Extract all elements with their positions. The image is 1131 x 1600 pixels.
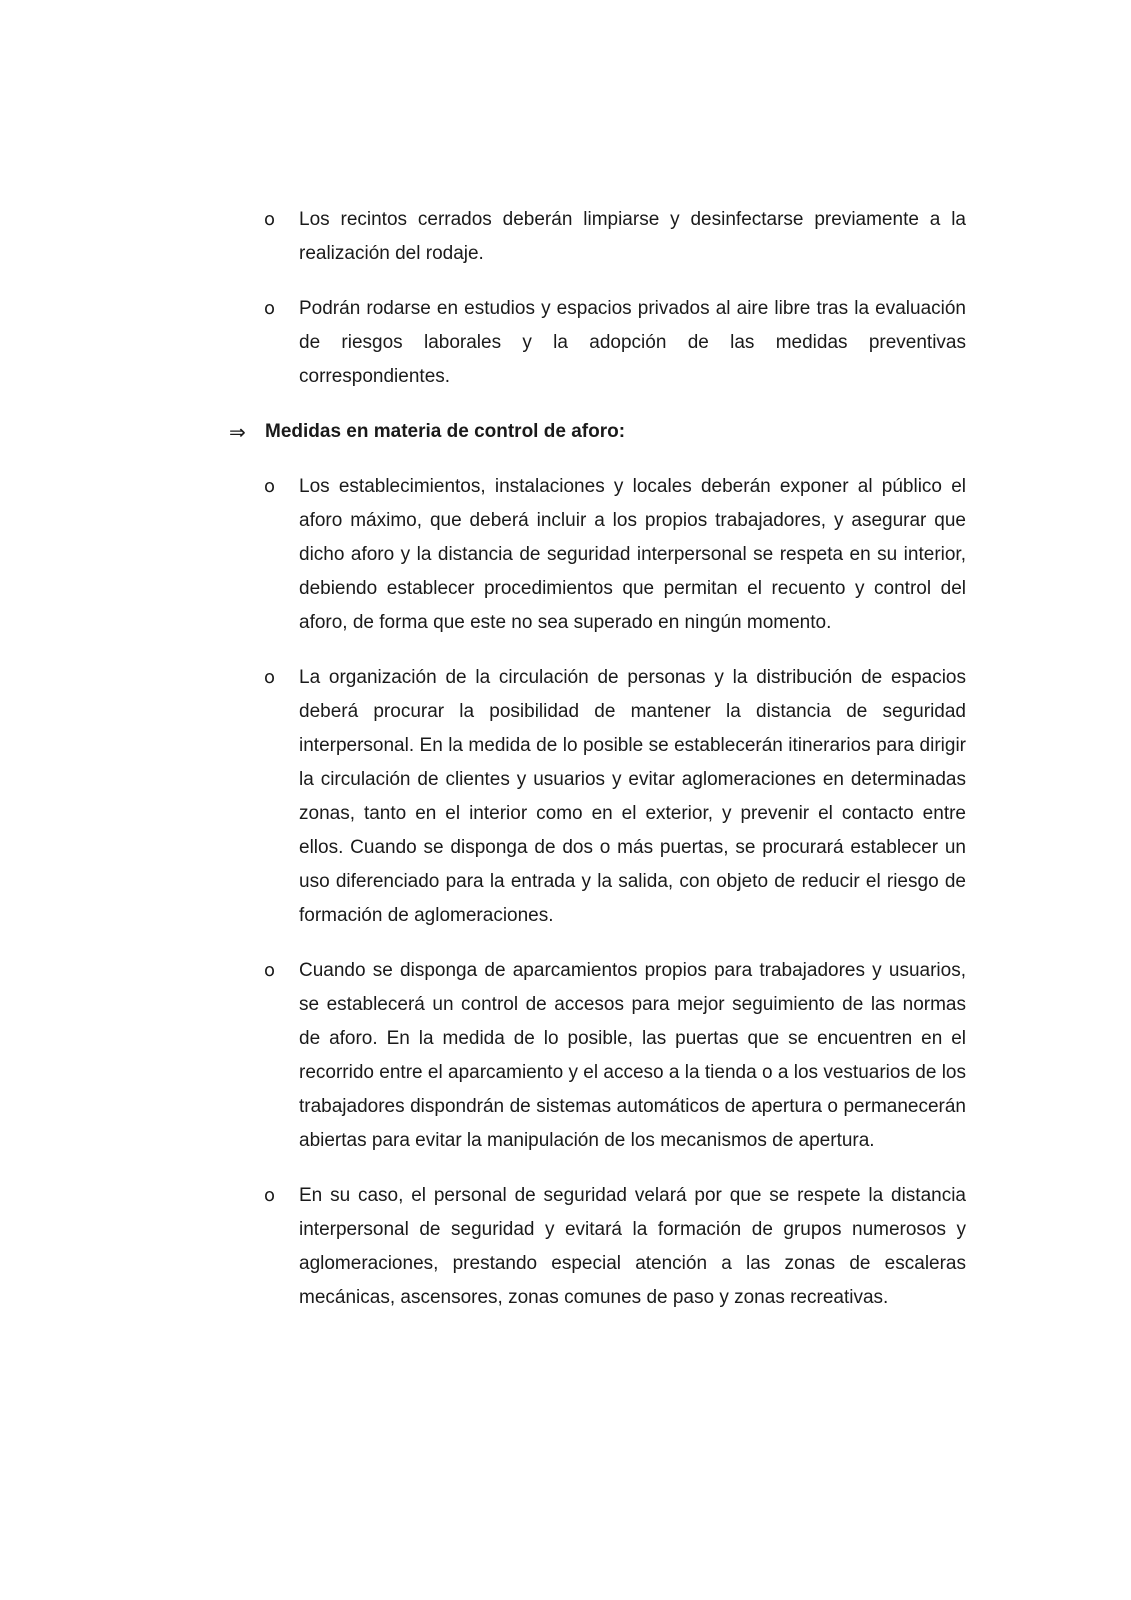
list-item-text: En su caso, el personal de seguridad velará por que se respete la distancia interpersonal de seguridad y evitará la formación de grupos numerosos y aglomeraciones, prestando especial atención a las zonas de escaleras mecánicas, ascensores, zonas comunes de paso y zonas recreativas. bbox=[299, 1185, 966, 1308]
double-arrow-right-icon: ⇒ bbox=[229, 420, 246, 444]
hollow-bullet-icon: o bbox=[264, 209, 276, 230]
list-item bbox=[0, 203, 966, 271]
measures-list bbox=[0, 203, 1131, 1336]
hollow-bullet-icon: o bbox=[264, 298, 276, 319]
list-item-text: La organización de la circulación de personas y la distribución de espacios deberá procurar la posibilidad de mantener la distancia de seguridad interpersonal. En la medida de lo posible se establecerán itinerarios para dirigir la circulación de clientes y usuarios y evitar aglomeraciones en determinadas zonas, tanto en el interior como en el exterior, y prevenir el contacto entre ellos. Cuando se disponga de dos o más puertas, se procurará establecer un uso diferenciado para la entrada y la salida, con objeto de reducir el riesgo de formación de aglomeraciones. bbox=[299, 667, 966, 926]
list-item bbox=[0, 470, 966, 640]
list-item bbox=[0, 1179, 966, 1315]
list-item-text: Los establecimientos, instalaciones y locales deberán exponer al público el aforo máximo, que deberá incluir a los propios trabajadores, y asegurar que dicho aforo y la distancia de seguridad interpersonal se respeta en su interior, debiendo establecer procedimientos que permitan el recuento y control del aforo, de forma que este no sea superado en ningún momento. bbox=[299, 476, 966, 633]
list-item bbox=[0, 954, 966, 1158]
section-heading bbox=[0, 415, 965, 449]
list-item bbox=[0, 292, 966, 394]
hollow-bullet-icon: o bbox=[264, 476, 276, 497]
hollow-bullet-icon: o bbox=[264, 960, 276, 981]
section-heading-text: Medidas en materia de control de aforo: bbox=[265, 421, 626, 442]
list-item-text: Cuando se disponga de aparcamientos propios para trabajadores y usuarios, se establecerá un control de accesos para mejor seguimiento de las normas de aforo. En la medida de lo posible, las puertas que se encuentren en el recorrido entre el aparcamiento y el acceso a la tienda o a los vestuarios de los trabajadores dispondrán de sistemas automáticos de apertura o permanecerán abiertas para evitar la manipulación de los mecanismos de apertura. bbox=[299, 960, 966, 1151]
list-item bbox=[0, 661, 966, 933]
list-item-text: Podrán rodarse en estudios y espacios privados al aire libre tras la evaluación de riesgos laborales y la adopción de las medidas preventivas correspondientes. bbox=[299, 298, 966, 387]
hollow-bullet-icon: o bbox=[264, 667, 276, 688]
hollow-bullet-icon: o bbox=[264, 1185, 276, 1206]
list-item-text: Los recintos cerrados deberán limpiarse y desinfectarse previamente a la realización del rodaje. bbox=[299, 209, 966, 264]
